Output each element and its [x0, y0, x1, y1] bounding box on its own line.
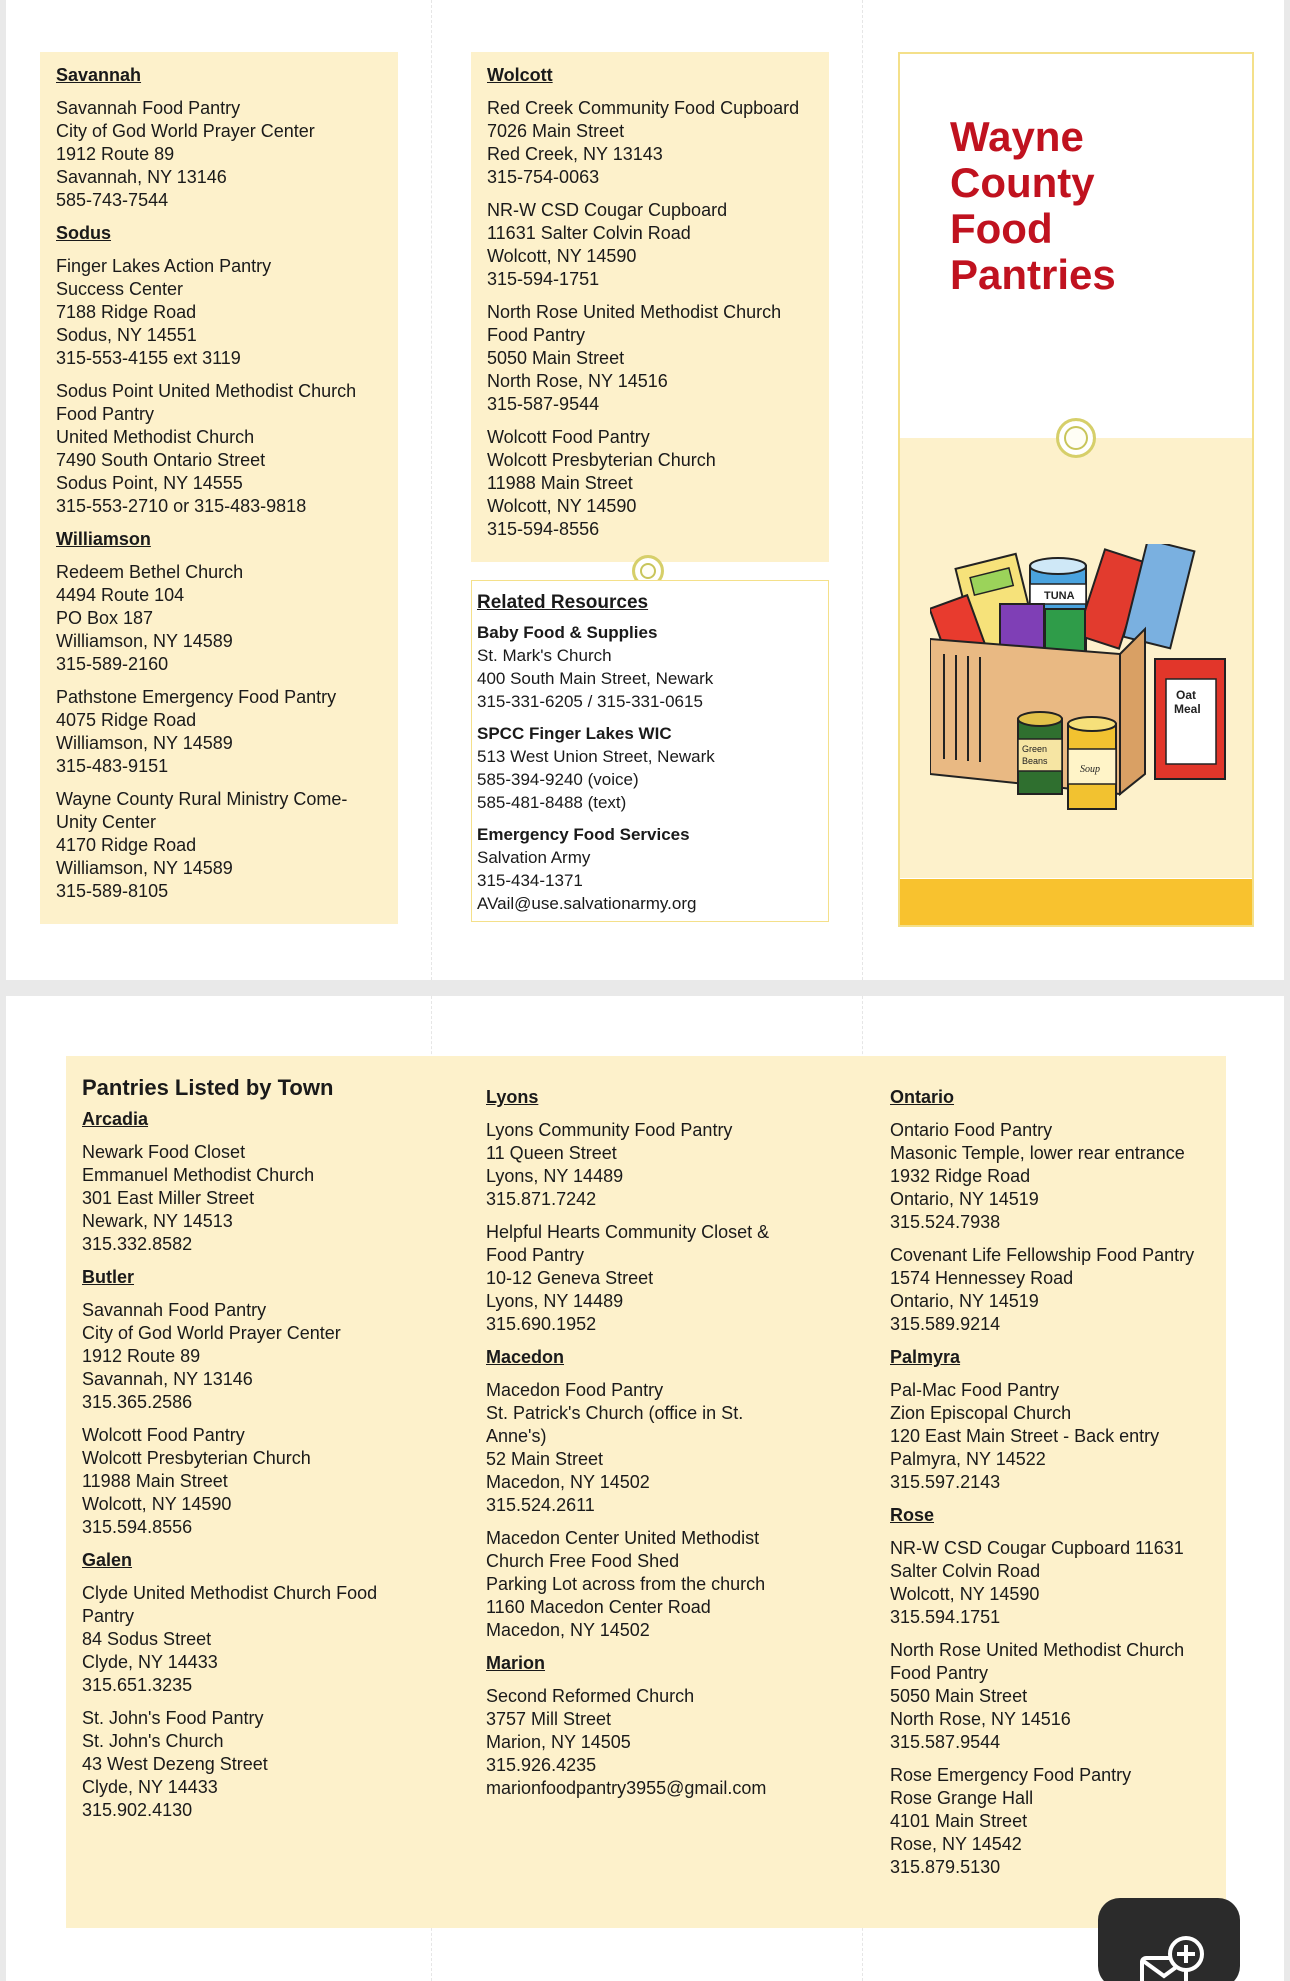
- pantry-listing-line: Sodus, NY 14551: [56, 325, 197, 345]
- pantry-listing-line: 315.587.9544: [890, 1732, 1001, 1752]
- town-heading-ontario: Ontario: [890, 1087, 955, 1107]
- pantry-listing-line: United Methodist Church: [56, 427, 255, 447]
- pantries-heading: Pantries Listed by Town: [82, 1075, 334, 1100]
- pantry-listing-line: Pal-Mac Food Pantry: [890, 1380, 1060, 1400]
- pantry-listing-line: 585-743-7544: [56, 190, 169, 210]
- pantry-listing-line: Wolcott Food Pantry: [487, 427, 650, 447]
- pantry-listing: [82, 1141, 452, 1256]
- pantry-listing-line: Ontario Food Pantry: [890, 1120, 1053, 1140]
- pantry-listing-line: 315.651.3235: [82, 1675, 193, 1695]
- pantry-listing-line: Williamson, NY 14589: [56, 631, 233, 651]
- pantry-listing-line: 315-553-4155 ext 3119: [56, 348, 241, 368]
- related-resource-heading: SPCC Finger Lakes WIC: [477, 724, 672, 743]
- pantry-listing: [487, 97, 813, 189]
- pantry-listing-line: Food Pantry: [487, 325, 586, 345]
- town-heading-marion: Marion: [486, 1653, 546, 1673]
- pantry-listing-line: Lyons, NY 14489: [486, 1291, 624, 1311]
- related-resource-line: 513 West Union Street, Newark: [477, 747, 715, 766]
- pantry-listing-line: 315.902.4130: [82, 1800, 193, 1820]
- pantry-listing-line: Marion, NY 14505: [486, 1732, 631, 1752]
- pantry-listing-line: 3757 Mill Street: [486, 1709, 612, 1729]
- town-heading-arcadia: Arcadia: [82, 1109, 149, 1129]
- food-basket-icon: [930, 544, 1230, 874]
- soup-label: Soup: [1080, 764, 1100, 775]
- town-heading-macedon: Macedon: [486, 1347, 565, 1367]
- pantry-listing-line: North Rose, NY 14516: [487, 371, 668, 391]
- pantry-listing: [82, 1299, 452, 1414]
- pantry-listing-line: 315.597.2143: [890, 1472, 1001, 1492]
- pantry-listing-line: Lyons Community Food Pantry: [486, 1120, 733, 1140]
- pantry-listing-line: Palmyra, NY 14522: [890, 1449, 1046, 1469]
- pantry-listing: [56, 97, 382, 212]
- pantry-listing: [890, 1244, 1220, 1336]
- pantry-listing-line: 315-754-0063: [487, 167, 600, 187]
- pantry-listing-line: Wolcott Food Pantry: [82, 1425, 245, 1445]
- pantry-listing-line: 315.690.1952: [486, 1314, 597, 1334]
- pantry-listing-line: 315-589-2160: [56, 654, 169, 674]
- pantry-listing-line: Emmanuel Methodist Church: [82, 1165, 315, 1185]
- pantry-listing-line: North Rose United Methodist Church: [487, 302, 782, 322]
- pantry-listing-line: Macedon, NY 14502: [486, 1472, 650, 1492]
- pantry-listing-line: Newark Food Closet: [82, 1142, 246, 1162]
- pantry-listing-line: North Rose, NY 14516: [890, 1709, 1071, 1729]
- town-heading-lyons: Lyons: [486, 1087, 539, 1107]
- pantry-listing-line: 315.332.8582: [82, 1234, 193, 1254]
- pantry-listing: [890, 1379, 1220, 1494]
- panel-savannah-sodus-williamson: [40, 52, 398, 924]
- related-resource-line: St. Mark's Church: [477, 646, 612, 665]
- pantry-listing-line: 7188 Ridge Road: [56, 302, 197, 322]
- pantry-listing-line: NR-W CSD Cougar Cupboard: [487, 200, 728, 220]
- related-resource-line: 585-481-8488 (text): [477, 793, 627, 812]
- pantry-listing: [890, 1639, 1220, 1754]
- green-label: Green: [1022, 744, 1048, 754]
- pantry-listing-line: 315.524.2611: [486, 1495, 595, 1515]
- pantry-listing: [486, 1221, 856, 1336]
- pantry-listing-line: 84 Sodus Street: [82, 1629, 212, 1649]
- pantry-listing-line: PO Box 187: [56, 608, 154, 628]
- pantry-listing-line: 1912 Route 89: [82, 1346, 201, 1366]
- pantry-listing-line: 4075 Ridge Road: [56, 710, 197, 730]
- pantry-listing-line: 7490 South Ontario Street: [56, 450, 266, 470]
- oat-label: Oat: [1176, 688, 1197, 702]
- pantry-listing: [486, 1527, 856, 1642]
- pantry-listing: [487, 426, 813, 541]
- pantry-listing-line: Savannah Food Pantry: [56, 98, 241, 118]
- pantry-listing-line: 315-483-9151: [56, 756, 169, 776]
- pantry-listing: [56, 788, 382, 903]
- pantry-listing-line: Clyde, NY 14433: [82, 1777, 218, 1797]
- pantry-listing-line: Wolcott, NY 14590: [890, 1584, 1040, 1604]
- compose-button[interactable]: [1098, 1898, 1240, 1981]
- pantry-listing-line: 11988 Main Street: [82, 1471, 228, 1491]
- pantry-listing-line: 315-594-1751: [487, 269, 600, 289]
- pantries-by-town-panel: [66, 1056, 1226, 1928]
- brochure-inside-sheet: [6, 996, 1284, 1981]
- pantry-listing-line: Red Creek Community Food Cupboard: [487, 98, 800, 118]
- pantry-listing-line: 1574 Hennessey Road: [890, 1268, 1074, 1288]
- pantry-listing-line: Masonic Temple, lower rear entrance: [890, 1143, 1185, 1163]
- pantry-listing-line: Wolcott, NY 14590: [82, 1494, 232, 1514]
- beans-label: Beans: [1022, 756, 1048, 766]
- pantry-listing-line: Clyde United Methodist Church Food: [82, 1583, 378, 1603]
- pantry-listing-line: 120 East Main Street - Back entry: [890, 1426, 1160, 1446]
- pantry-listing-line: Wolcott, NY 14590: [487, 246, 637, 266]
- pantry-listing-line: Rose, NY 14542: [890, 1834, 1022, 1854]
- pantry-listing-line: 5050 Main Street: [487, 348, 625, 368]
- pantry-listing-line: Food Pantry: [56, 404, 155, 424]
- pantry-listing-line: 4170 Ridge Road: [56, 835, 197, 855]
- pantry-listing-line: Lyons, NY 14489: [486, 1166, 624, 1186]
- pantry-listing-line: Salter Colvin Road: [890, 1561, 1041, 1581]
- related-resource-line: 400 South Main Street, Newark: [477, 669, 714, 688]
- pantry-listing-line: Red Creek, NY 13143: [487, 144, 663, 164]
- pantry-listing-line: Williamson, NY 14589: [56, 733, 233, 753]
- pantry-listing-line: City of God World Prayer Center: [56, 121, 315, 141]
- pantry-listing-line: 4494 Route 104: [56, 585, 185, 605]
- pantry-listing-line: 5050 Main Street: [890, 1686, 1028, 1706]
- pantry-listing-line: Helpful Hearts Community Closet &: [486, 1222, 770, 1242]
- cover-title: [950, 114, 1116, 298]
- pantry-listing-line: Rose Emergency Food Pantry: [890, 1765, 1132, 1785]
- town-heading-galen: Galen: [82, 1550, 133, 1570]
- pantry-listing-line: Zion Episcopal Church: [890, 1403, 1072, 1423]
- pantry-listing-line: Parking Lot across from the church: [486, 1574, 766, 1594]
- pantry-listing-line: 315.524.7938: [890, 1212, 1001, 1232]
- related-resource-heading: Emergency Food Services: [477, 825, 690, 844]
- pantry-listing: [486, 1119, 856, 1211]
- pantry-listing: [890, 1764, 1220, 1879]
- cover-band: [900, 879, 1252, 925]
- pantry-listing-line: Macedon Center United Methodist: [486, 1528, 760, 1548]
- pantry-listing-line: Macedon Food Pantry: [486, 1380, 664, 1400]
- pantry-listing: [82, 1707, 452, 1822]
- pantry-listing: [487, 301, 813, 416]
- related-resource-heading: Baby Food & Supplies: [477, 623, 658, 642]
- pantry-listing: [487, 199, 813, 291]
- pantry-listing-line: Second Reformed Church: [486, 1686, 695, 1706]
- cover-panel: [898, 52, 1254, 927]
- pantry-listing-line: Wolcott Presbyterian Church: [487, 450, 716, 470]
- pantry-listing: [890, 1119, 1220, 1234]
- pantry-listing-line: 315.365.2586: [82, 1392, 193, 1412]
- town-heading-williamson: Williamson: [56, 529, 151, 549]
- brochure-outside-sheet: [6, 0, 1284, 980]
- pantry-listing: [56, 380, 382, 518]
- pantry-listing-line: 315-553-2710 or 315-483-9818: [56, 496, 307, 516]
- pantry-listing-line: NR-W CSD Cougar Cupboard 11631: [890, 1538, 1184, 1558]
- pantry-listing: [486, 1685, 856, 1800]
- pantry-listing-line: Savannah, NY 13146: [56, 167, 227, 187]
- pantry-listing-line: Anne's): [486, 1426, 547, 1446]
- pantry-listing-line: Food Pantry: [486, 1245, 585, 1265]
- town-heading-sodus: Sodus: [56, 223, 112, 243]
- pantry-listing: [82, 1582, 452, 1697]
- pantry-listing-line: 4101 Main Street: [890, 1811, 1028, 1831]
- pantry-listing: [56, 255, 382, 370]
- pantry-listing-line: Macedon, NY 14502: [486, 1620, 650, 1640]
- related-resource: [477, 621, 823, 713]
- pantry-listing-line: 315-589-8105: [56, 881, 169, 901]
- pantry-listing-line: Pathstone Emergency Food Pantry: [56, 687, 337, 707]
- pantry-listing-line: Church Free Food Shed: [486, 1551, 680, 1571]
- mail-add-icon: [1098, 1898, 1240, 1981]
- pantry-listing-line: 315-587-9544: [487, 394, 600, 414]
- pantry-listing-line: Pantry: [82, 1606, 135, 1626]
- pantry-listing-line: Success Center: [56, 279, 184, 299]
- meal-label: Meal: [1174, 702, 1201, 716]
- fold-line: [862, 0, 863, 980]
- pantry-listing-line: Wolcott Presbyterian Church: [82, 1448, 311, 1468]
- pantry-listing-line: North Rose United Methodist Church: [890, 1640, 1185, 1660]
- pantry-listing: [56, 686, 382, 778]
- cover-title-line: Pantries: [950, 251, 1116, 298]
- pantry-listing: [82, 1424, 452, 1539]
- pantry-listing-line: 11 Queen Street: [486, 1143, 617, 1163]
- town-heading-butler: Butler: [82, 1267, 135, 1287]
- pantry-listing-line: Redeem Bethel Church: [56, 562, 244, 582]
- town-heading-palmyra: Palmyra: [890, 1347, 961, 1367]
- pantry-listing-line: 7026 Main Street: [487, 121, 625, 141]
- related-resource-line: Salvation Army: [477, 848, 591, 867]
- town-heading-savannah: Savannah: [56, 65, 142, 85]
- pantry-listing-line: Newark, NY 14513: [82, 1211, 233, 1231]
- pantry-listing-line[interactable]: marionfoodpantry3955@gmail.com: [486, 1778, 767, 1798]
- related-resource-line: 315-331-6205 / 315-331-0615: [477, 692, 703, 711]
- pantry-listing-line: 1932 Ridge Road: [890, 1166, 1031, 1186]
- binder-ring-icon: [1056, 418, 1096, 458]
- pantry-listing-line: Ontario, NY 14519: [890, 1189, 1039, 1209]
- pantry-listing-line: 315.594.1751: [890, 1607, 1001, 1627]
- pantry-listing-line: St. Patrick's Church (office in St.: [486, 1403, 744, 1423]
- pantry-listing: [890, 1537, 1220, 1629]
- pantry-listing-line: St. John's Food Pantry: [82, 1708, 264, 1728]
- pantry-listing: [486, 1379, 856, 1517]
- pantry-listing-line: 315.879.5130: [890, 1857, 1001, 1877]
- pantry-listing-line: 11631 Salter Colvin Road: [487, 223, 691, 243]
- pantry-listing-line: 315-594-8556: [487, 519, 600, 539]
- pantry-listing-line: Savannah Food Pantry: [82, 1300, 267, 1320]
- town-heading-rose: Rose: [890, 1505, 935, 1525]
- pantry-listing-line: Finger Lakes Action Pantry: [56, 256, 272, 276]
- cover-title-line: Food: [950, 205, 1053, 252]
- pantry-listing-line: 43 West Dezeng Street: [82, 1754, 268, 1774]
- cover-title-line: Wayne: [950, 113, 1084, 160]
- pantry-listing-line: Rose Grange Hall: [890, 1788, 1034, 1808]
- pantry-listing-line: 315.871.7242: [486, 1189, 597, 1209]
- pantry-listing-line: Wolcott, NY 14590: [487, 496, 637, 516]
- pantry-listing-line: Clyde, NY 14433: [82, 1652, 218, 1672]
- related-resource-line[interactable]: AVail@use.salvationarmy.org: [477, 894, 697, 913]
- pantry-listing-line: 315.594.8556: [82, 1517, 193, 1537]
- town-heading-wolcott: Wolcott: [487, 65, 553, 85]
- pantry-listing-line: 301 East Miller Street: [82, 1188, 255, 1208]
- related-resource: [477, 823, 823, 915]
- pantry-listing-line: Sodus Point United Methodist Church: [56, 381, 357, 401]
- pantry-listing-line: 52 Main Street: [486, 1449, 604, 1469]
- pantry-listing-line: Ontario, NY 14519: [890, 1291, 1039, 1311]
- pantry-listing-line: 1912 Route 89: [56, 144, 175, 164]
- related-resources-title: Related Resources: [477, 592, 649, 613]
- pantry-listing-line: 10-12 Geneva Street: [486, 1268, 654, 1288]
- pantry-listing-line: 315.926.4235: [486, 1755, 597, 1775]
- tuna-label: TUNA: [1044, 590, 1075, 602]
- pantry-listing-line: Covenant Life Fellowship Food Pantry: [890, 1245, 1195, 1265]
- cover-title-line: County: [950, 159, 1095, 206]
- pantry-listing-line: St. John's Church: [82, 1731, 224, 1751]
- related-resource: [477, 722, 823, 814]
- pantry-listing-line: 315.589.9214: [890, 1314, 1001, 1334]
- pantry-listing-line: Savannah, NY 13146: [82, 1369, 253, 1389]
- related-resources-box: [471, 580, 829, 922]
- pantry-listing-line: Wayne County Rural Ministry Come-: [56, 789, 348, 809]
- pantry-listing-line: Williamson, NY 14589: [56, 858, 233, 878]
- pantry-listing-line: Unity Center: [56, 812, 157, 832]
- pantry-listing-line: Sodus Point, NY 14555: [56, 473, 243, 493]
- pantry-listing-line: 1160 Macedon Center Road: [486, 1597, 711, 1617]
- related-resource-line: 315-434-1371: [477, 871, 583, 890]
- pantry-listing-line: Food Pantry: [890, 1663, 989, 1683]
- related-resource-line: 585-394-9240 (voice): [477, 770, 639, 789]
- pantry-listing-line: 11988 Main Street: [487, 473, 633, 493]
- panel-wolcott: [471, 52, 829, 562]
- pantry-listing-line: City of God World Prayer Center: [82, 1323, 341, 1343]
- pantry-listing: [56, 561, 382, 676]
- fold-line: [431, 0, 432, 980]
